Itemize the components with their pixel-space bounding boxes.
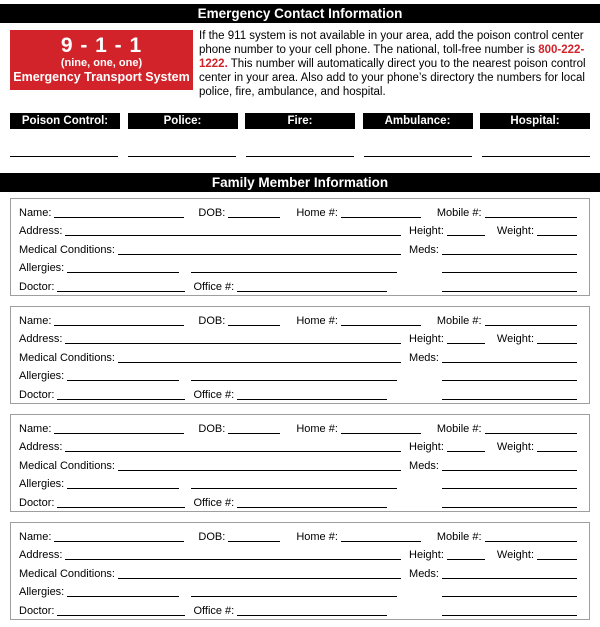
doctor-label: Doctor: — [19, 280, 55, 293]
allergies-label: Allergies: — [19, 586, 65, 599]
meds-label: Meds: — [409, 243, 439, 256]
fire-blank-line — [246, 142, 354, 157]
member-row-doctor — [19, 600, 577, 619]
poison-control-phone-number: 800-222-1222. — [199, 44, 585, 70]
weight-blank-line — [537, 343, 577, 344]
dob-blank-line — [228, 217, 280, 218]
dob-label: DOB: — [198, 530, 226, 543]
ambulance-blank-line — [364, 142, 472, 157]
name-blank-line — [54, 217, 184, 218]
office-phone-blank-line — [237, 399, 387, 400]
emergency-number-labels — [10, 113, 590, 129]
address-blank-line — [65, 343, 401, 344]
meds-continuation-line-2 — [442, 615, 577, 616]
member-row-doctor — [19, 492, 577, 511]
allergies-continuation-line — [191, 488, 397, 489]
meds-continuation-line-2 — [442, 399, 577, 400]
member-row-medical — [19, 563, 577, 582]
weight-blank-line — [537, 235, 577, 236]
medical-conditions-label: Medical Conditions: — [19, 567, 115, 580]
dob-blank-line — [228, 325, 280, 326]
medical-conditions-blank-line — [118, 362, 401, 363]
member-row-address — [19, 545, 577, 564]
meds-blank-line — [442, 578, 577, 579]
dob-blank-line — [228, 433, 280, 434]
home-phone-label: Home #: — [296, 206, 338, 219]
name-blank-line — [54, 541, 184, 542]
meds-continuation-line-1 — [442, 380, 577, 381]
medical-conditions-blank-line — [118, 470, 401, 471]
office-phone-label: Office #: — [193, 388, 235, 401]
member-row-medical — [19, 455, 577, 474]
height-label: Height: — [409, 549, 444, 562]
dob-label: DOB: — [198, 314, 226, 327]
mobile-phone-label: Mobile #: — [436, 422, 482, 435]
doctor-blank-line — [57, 291, 185, 292]
weight-label: Weight: — [496, 333, 534, 346]
member-row-name — [19, 526, 577, 545]
intro-text-before: If the 911 system is not available in your area, add the poison control center phone number to your cell phone. The national, toll-free number is — [199, 30, 584, 56]
medical-conditions-label: Medical Conditions: — [19, 351, 115, 364]
allergies-label: Allergies: — [19, 262, 65, 275]
doctor-blank-line — [57, 399, 185, 400]
office-phone-blank-line — [237, 615, 387, 616]
family-member-box — [10, 414, 590, 512]
allergies-blank-line — [67, 272, 179, 273]
family-section-title: Family Member Information — [211, 175, 389, 190]
family-members — [0, 198, 600, 620]
poison-control-blank-line — [10, 142, 118, 157]
allergies-continuation-line — [191, 272, 397, 273]
allergies-continuation-line — [191, 596, 397, 597]
member-row-allergies — [19, 474, 577, 493]
allergies-label: Allergies: — [19, 478, 65, 491]
height-blank-line — [447, 559, 485, 560]
allergies-label: Allergies: — [19, 370, 65, 383]
member-row-medical — [19, 347, 577, 366]
member-row-name — [19, 310, 577, 329]
mobile-phone-label: Mobile #: — [436, 530, 482, 543]
home-phone-label: Home #: — [296, 422, 338, 435]
office-phone-blank-line — [237, 291, 387, 292]
address-blank-line — [65, 451, 401, 452]
address-label: Address: — [19, 549, 63, 562]
hospital-blank-line — [482, 142, 590, 157]
address-blank-line — [65, 559, 401, 560]
doctor-blank-line — [57, 507, 185, 508]
dob-label: DOB: — [198, 206, 226, 219]
member-row-doctor — [19, 276, 577, 295]
meds-continuation-line-1 — [442, 272, 577, 273]
address-label: Address: — [19, 225, 63, 238]
family-member-box — [10, 306, 590, 404]
mobile-phone-blank-line — [485, 433, 577, 434]
emergency-section-title: Emergency Contact Information — [197, 6, 403, 21]
name-label: Name: — [19, 206, 52, 219]
doctor-label: Doctor: — [19, 604, 55, 617]
medical-conditions-label: Medical Conditions: — [19, 459, 115, 472]
address-label: Address: — [19, 333, 63, 346]
emergency-number-blanks — [10, 142, 590, 157]
hospital-label: Hospital: — [480, 113, 590, 129]
meds-label: Meds: — [409, 351, 439, 364]
ambulance-label: Ambulance: — [363, 113, 473, 129]
member-row-address — [19, 221, 577, 240]
weight-label: Weight: — [496, 549, 534, 562]
nine-one-one-number: 9 - 1 - 1 — [60, 34, 143, 57]
meds-label: Meds: — [409, 459, 439, 472]
name-label: Name: — [19, 314, 52, 327]
address-blank-line — [65, 235, 401, 236]
poison-control-label: Poison Control: — [10, 113, 120, 129]
name-label: Name: — [19, 422, 52, 435]
allergies-blank-line — [67, 596, 179, 597]
medical-conditions-blank-line — [118, 578, 401, 579]
mobile-phone-label: Mobile #: — [436, 314, 482, 327]
intro-text-after: This number will automatically direct you to the nearest poison control center in your area. Also add to your phone’s directory the numbers for local police, fire, ambulance, and hospital. — [199, 58, 586, 98]
member-row-doctor — [19, 384, 577, 403]
address-label: Address: — [19, 441, 63, 454]
family-member-box — [10, 522, 590, 620]
member-row-address — [19, 329, 577, 348]
height-blank-line — [447, 235, 485, 236]
office-phone-label: Office #: — [193, 604, 235, 617]
doctor-blank-line — [57, 615, 185, 616]
home-phone-label: Home #: — [296, 530, 338, 543]
intro-section — [10, 29, 590, 99]
dob-blank-line — [228, 541, 280, 542]
dob-label: DOB: — [198, 422, 226, 435]
family-member-box — [10, 198, 590, 296]
meds-blank-line — [442, 470, 577, 471]
allergies-blank-line — [67, 380, 179, 381]
home-phone-blank-line — [341, 217, 421, 218]
meds-continuation-line-2 — [442, 291, 577, 292]
height-blank-line — [447, 343, 485, 344]
home-phone-blank-line — [341, 325, 421, 326]
office-phone-label: Office #: — [193, 280, 235, 293]
height-label: Height: — [409, 333, 444, 346]
emergency-section-header — [0, 4, 600, 23]
meds-continuation-line-1 — [442, 488, 577, 489]
member-row-name — [19, 418, 577, 437]
mobile-phone-blank-line — [485, 325, 577, 326]
mobile-phone-blank-line — [485, 217, 577, 218]
member-row-address — [19, 437, 577, 456]
weight-blank-line — [537, 559, 577, 560]
member-row-name — [19, 202, 577, 221]
home-phone-label: Home #: — [296, 314, 338, 327]
nine-one-one-badge — [10, 30, 193, 90]
name-blank-line — [54, 433, 184, 434]
mobile-phone-label: Mobile #: — [436, 206, 482, 219]
meds-label: Meds: — [409, 567, 439, 580]
height-label: Height: — [409, 225, 444, 238]
nine-one-one-subtitle: (nine, one, one) — [60, 57, 143, 69]
member-row-allergies — [19, 258, 577, 277]
home-phone-blank-line — [341, 541, 421, 542]
office-phone-blank-line — [237, 507, 387, 508]
home-phone-blank-line — [341, 433, 421, 434]
medical-conditions-label: Medical Conditions: — [19, 243, 115, 256]
name-label: Name: — [19, 530, 52, 543]
weight-label: Weight: — [496, 225, 534, 238]
height-blank-line — [447, 451, 485, 452]
intro-paragraph — [199, 29, 590, 99]
height-label: Height: — [409, 441, 444, 454]
member-row-medical — [19, 239, 577, 258]
member-row-allergies — [19, 366, 577, 385]
meds-continuation-line-1 — [442, 596, 577, 597]
doctor-label: Doctor: — [19, 388, 55, 401]
weight-blank-line — [537, 451, 577, 452]
meds-blank-line — [442, 254, 577, 255]
family-section-header — [0, 173, 600, 192]
weight-label: Weight: — [496, 441, 534, 454]
medical-conditions-blank-line — [118, 254, 401, 255]
name-blank-line — [54, 325, 184, 326]
fire-label: Fire: — [245, 113, 355, 129]
allergies-blank-line — [67, 488, 179, 489]
allergies-continuation-line — [191, 380, 397, 381]
meds-continuation-line-2 — [442, 507, 577, 508]
office-phone-label: Office #: — [193, 496, 235, 509]
member-row-allergies — [19, 582, 577, 601]
doctor-label: Doctor: — [19, 496, 55, 509]
mobile-phone-blank-line — [485, 541, 577, 542]
meds-blank-line — [442, 362, 577, 363]
emergency-transport-label: Emergency Transport System — [13, 70, 190, 84]
police-blank-line — [128, 142, 236, 157]
police-label: Police: — [128, 113, 238, 129]
